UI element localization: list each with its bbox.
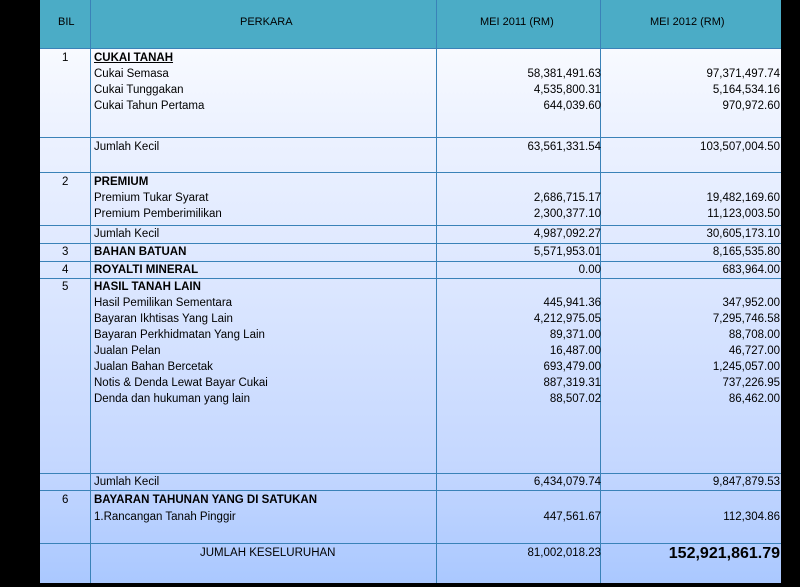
item-label: Bayaran Ikhtisas Yang Lain (94, 313, 233, 325)
value-2011: 445,941.36 (543, 297, 601, 309)
section-title: CUKAI TANAH (94, 52, 174, 64)
value-2011: 2,300,377.10 (533, 208, 601, 220)
section-title: PREMIUM (94, 176, 149, 188)
value-2011: 5,571,953.01 (533, 246, 601, 258)
item-label: Jualan Pelan (94, 345, 161, 357)
item-label: Cukai Tahun Pertama (94, 100, 205, 112)
header-may-2011: MEI 2011 (RM) (480, 16, 554, 28)
section-title: BAHAN BATUAN (94, 246, 187, 258)
subtotal-2012: 9,847,879.53 (712, 476, 780, 488)
grid-line (436, 0, 437, 583)
value-2012: 88,708.00 (728, 329, 780, 341)
subtotal-2011: 4,987,092.27 (533, 228, 601, 240)
section-title: HASIL TANAH LAIN (94, 281, 201, 293)
grid-line (40, 137, 781, 138)
value-2011: 0.00 (578, 264, 601, 276)
value-2012: 112,304.86 (723, 511, 780, 523)
value-2011: 4,212,975.05 (533, 313, 601, 325)
section-title: ROYALTI MINERAL (94, 264, 199, 276)
row-number: 4 (62, 264, 69, 276)
revenue-table (40, 0, 781, 583)
value-2011: 16,487.00 (549, 345, 601, 357)
value-2011: 89,371.00 (549, 329, 601, 341)
item-label: Premium Tukar Syarat (94, 192, 209, 204)
grid-line (40, 48, 781, 49)
item-label: Cukai Tunggakan (94, 84, 184, 96)
grid-line (40, 490, 781, 491)
row-number: 6 (62, 494, 69, 506)
value-2011: 644,039.60 (543, 100, 601, 112)
subtotal-label: Jumlah Kecil (94, 141, 160, 153)
item-label: Notis & Denda Lewat Bayar Cukai (94, 377, 268, 389)
value-2011: 4,535,800.31 (533, 84, 601, 96)
item-label: Cukai Semasa (94, 68, 169, 80)
value-2011: 58,381,491.63 (527, 68, 601, 80)
row-number: 3 (62, 246, 69, 258)
grand-total-2011: 81,002,018.23 (527, 547, 601, 559)
value-2012: 97,371,497.74 (706, 68, 780, 80)
subtotal-2012: 30,605,173.10 (706, 228, 780, 240)
row-number: 5 (62, 281, 69, 293)
grid-line (40, 243, 781, 244)
item-label: Premium Pemberimilikan (94, 208, 222, 220)
item-label: Denda dan hukuman yang lain (94, 393, 251, 405)
value-2012: 11,123,003.50 (707, 208, 780, 220)
value-2011: 887,319.31 (543, 377, 601, 389)
value-2012: 737,226.95 (722, 377, 780, 389)
grid-line (40, 172, 781, 173)
subtotal-label: Jumlah Kecil (94, 228, 160, 240)
subtotal-2012: 103,507,004.50 (700, 141, 780, 153)
value-2012: 46,727.00 (728, 345, 780, 357)
value-2012: 683,964.00 (722, 264, 780, 276)
value-2012: 970,972.60 (722, 100, 780, 112)
item-label: 1.Rancangan Tanah Pinggir (94, 511, 236, 523)
row-number: 1 (62, 52, 69, 64)
value-2012: 19,482,169.60 (706, 192, 780, 204)
grid-line (40, 473, 781, 474)
value-2012: 8,165,535.80 (712, 246, 780, 258)
value-2012: 86,462.00 (728, 393, 780, 405)
row-number: 2 (62, 176, 69, 188)
value-2012: 1,245,057.00 (712, 361, 780, 373)
grand-total-2012: 152,921,861.79 (668, 545, 780, 562)
subtotal-2011: 63,561,331.54 (527, 141, 601, 153)
subtotal-label: Jumlah Kecil (94, 476, 160, 488)
value-2012: 347,952.00 (722, 297, 780, 309)
value-2012: 5,164,534.16 (712, 84, 780, 96)
item-label: Hasil Pemilikan Sementara (94, 297, 233, 309)
grid-line (90, 0, 91, 583)
value-2011: 447,561.67 (543, 511, 601, 523)
header-bil: BIL (58, 16, 75, 28)
grid-line (40, 543, 781, 544)
value-2012: 7,295,746.58 (712, 313, 780, 325)
grid-line (40, 261, 781, 262)
subtotal-2011: 6,434,079.74 (533, 476, 601, 488)
header-perkara: PERKARA (240, 16, 293, 28)
grand-total-label: JUMLAH KESELURUHAN (200, 547, 336, 559)
value-2011: 693,479.00 (543, 361, 601, 373)
section-title: BAYARAN TAHUNAN YANG DI SATUKAN (94, 494, 317, 506)
header-may-2012: MEI 2012 (RM) (650, 16, 725, 28)
item-label: Jualan Bahan Bercetak (94, 361, 213, 373)
grid-line (40, 278, 781, 279)
value-2011: 2,686,715.17 (533, 192, 601, 204)
value-2011: 88,507.02 (549, 393, 601, 405)
grid-line (40, 225, 781, 226)
item-label: Bayaran Perkhidmatan Yang Lain (94, 329, 265, 341)
